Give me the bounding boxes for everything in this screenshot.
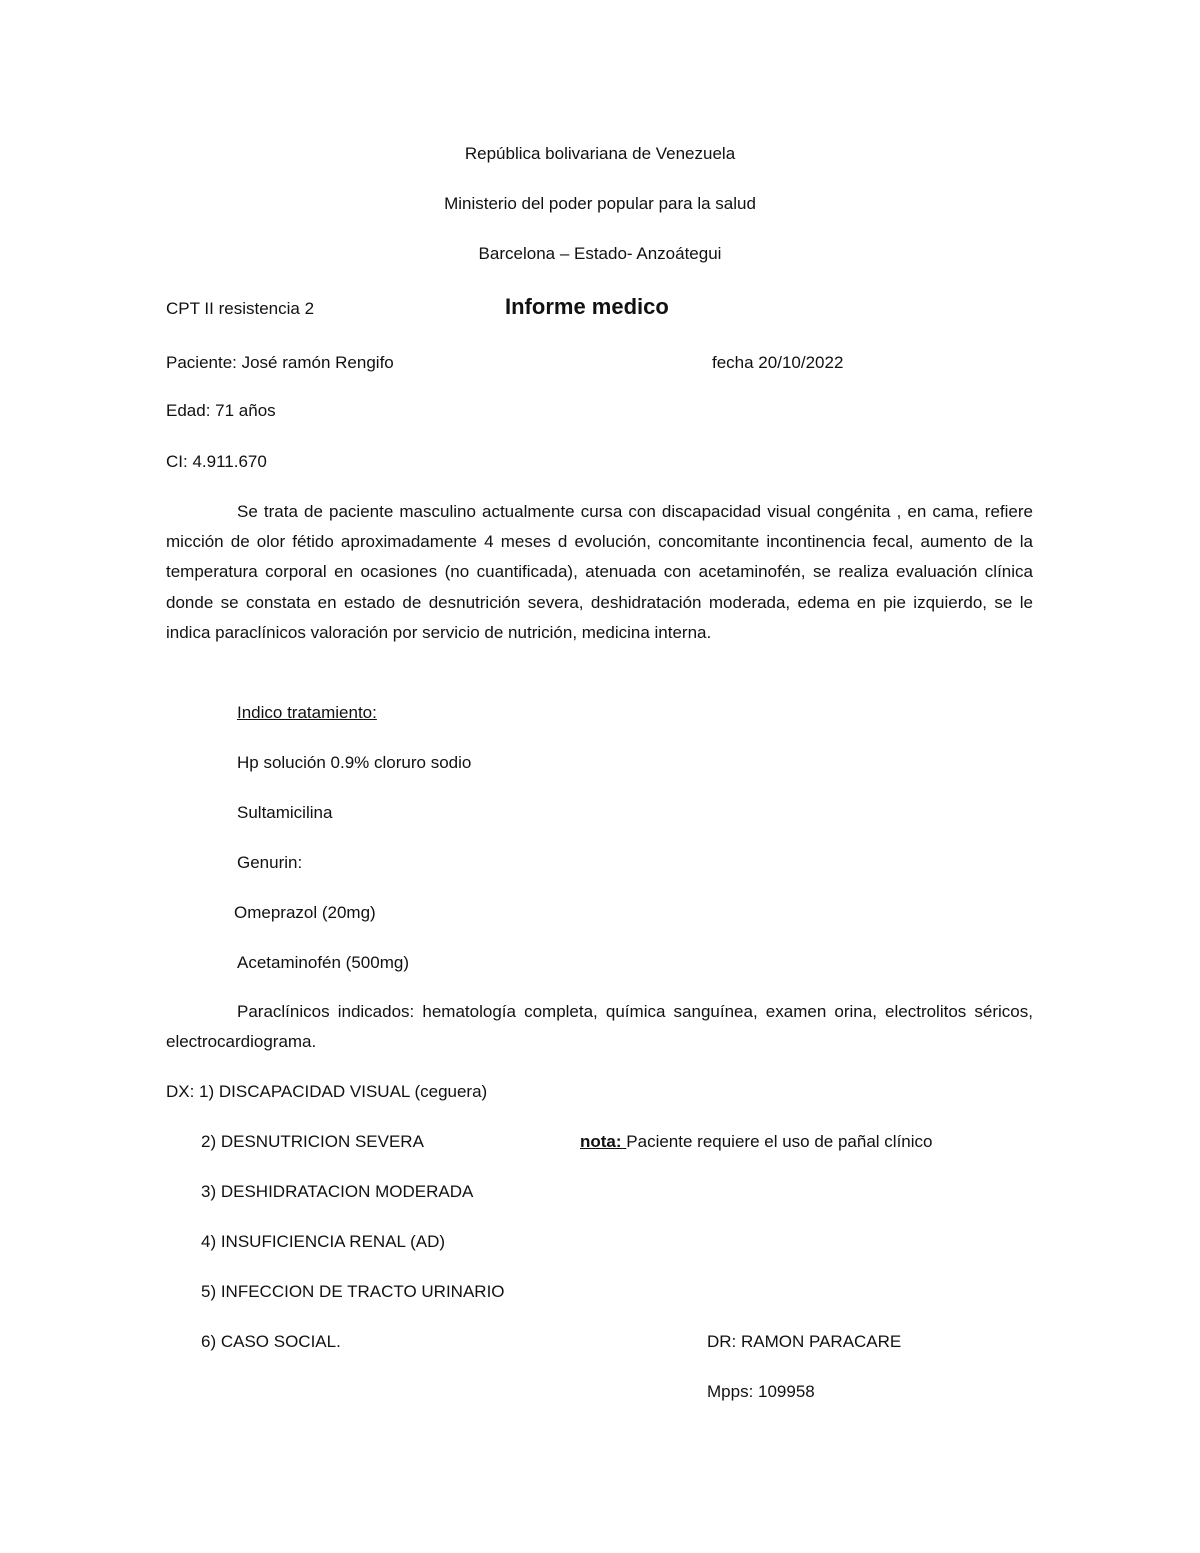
diagnosis-item: DX: 1) DISCAPACIDAD VISUAL (ceguera) bbox=[166, 1082, 488, 1101]
doctor-mpps: Mpps: 109958 bbox=[707, 1382, 815, 1401]
treatment-item: Genurin: bbox=[237, 853, 303, 872]
treatment-item: Hp solución 0.9% cloruro sodio bbox=[237, 753, 472, 772]
note-label: nota: bbox=[580, 1132, 627, 1151]
diagnosis-item: 6) CASO SOCIAL. bbox=[201, 1332, 341, 1351]
clinical-paragraph-text: Se trata de paciente masculino actualmente cursa con discapacidad visual congénita , en cama, refiere micción de olor fétido aproximadamente 4 meses d evolución, concomitante incontinencia fecal, aumento de la temperatura corporal en ocasiones (no cuantificada), atenuada con acetaminofén, se realiza evaluación clínica donde se constata en estado de desnutrición severa, deshidratación moderada, edema en pie izquierdo, se le indica paraclínicos valoración por servicio de nutrición, medicina interna. bbox=[166, 502, 1033, 642]
treatment-item: Acetaminofén (500mg) bbox=[237, 953, 409, 972]
treatment-item: Omeprazol (20mg) bbox=[234, 903, 376, 922]
patient-name: Paciente: José ramón Rengifo bbox=[166, 353, 394, 372]
note-text: Paciente requiere el uso de pañal clínico bbox=[626, 1132, 933, 1151]
header-country: República bolivariana de Venezuela bbox=[464, 144, 736, 163]
header-location: Barcelona – Estado- Anzoátegui bbox=[478, 244, 722, 263]
paraclinicos-text: Paraclínicos indicados: hematología completa, química sanguínea, examen orina, electrolitos séricos, electrocardiograma. bbox=[166, 1002, 1033, 1052]
patient-ci: CI: 4.911.670 bbox=[166, 452, 267, 471]
diagnosis-item: 4) INSUFICIENCIA RENAL (AD) bbox=[201, 1232, 446, 1251]
treatment-heading: Indico tratamiento: bbox=[237, 703, 377, 722]
header-ministry: Ministerio del poder popular para la salud bbox=[444, 194, 756, 213]
report-date: fecha 20/10/2022 bbox=[712, 353, 844, 372]
document-title: Informe medico bbox=[505, 294, 669, 319]
diagnosis-item: 2) DESNUTRICION SEVERA bbox=[201, 1132, 424, 1151]
diagnosis-item: 5) INFECCION DE TRACTO URINARIO bbox=[201, 1282, 505, 1301]
diagnosis-item: 3) DESHIDRATACION MODERADA bbox=[201, 1182, 474, 1201]
treatment-item: Sultamicilina bbox=[237, 803, 333, 822]
doctor-name: DR: RAMON PARACARE bbox=[707, 1332, 902, 1351]
clinical-paragraph bbox=[166, 497, 1033, 648]
paraclinicos-paragraph bbox=[166, 997, 1033, 1057]
cpt-label: CPT II resistencia 2 bbox=[166, 299, 315, 318]
patient-age: Edad: 71 años bbox=[166, 401, 276, 420]
note bbox=[580, 1131, 932, 1153]
